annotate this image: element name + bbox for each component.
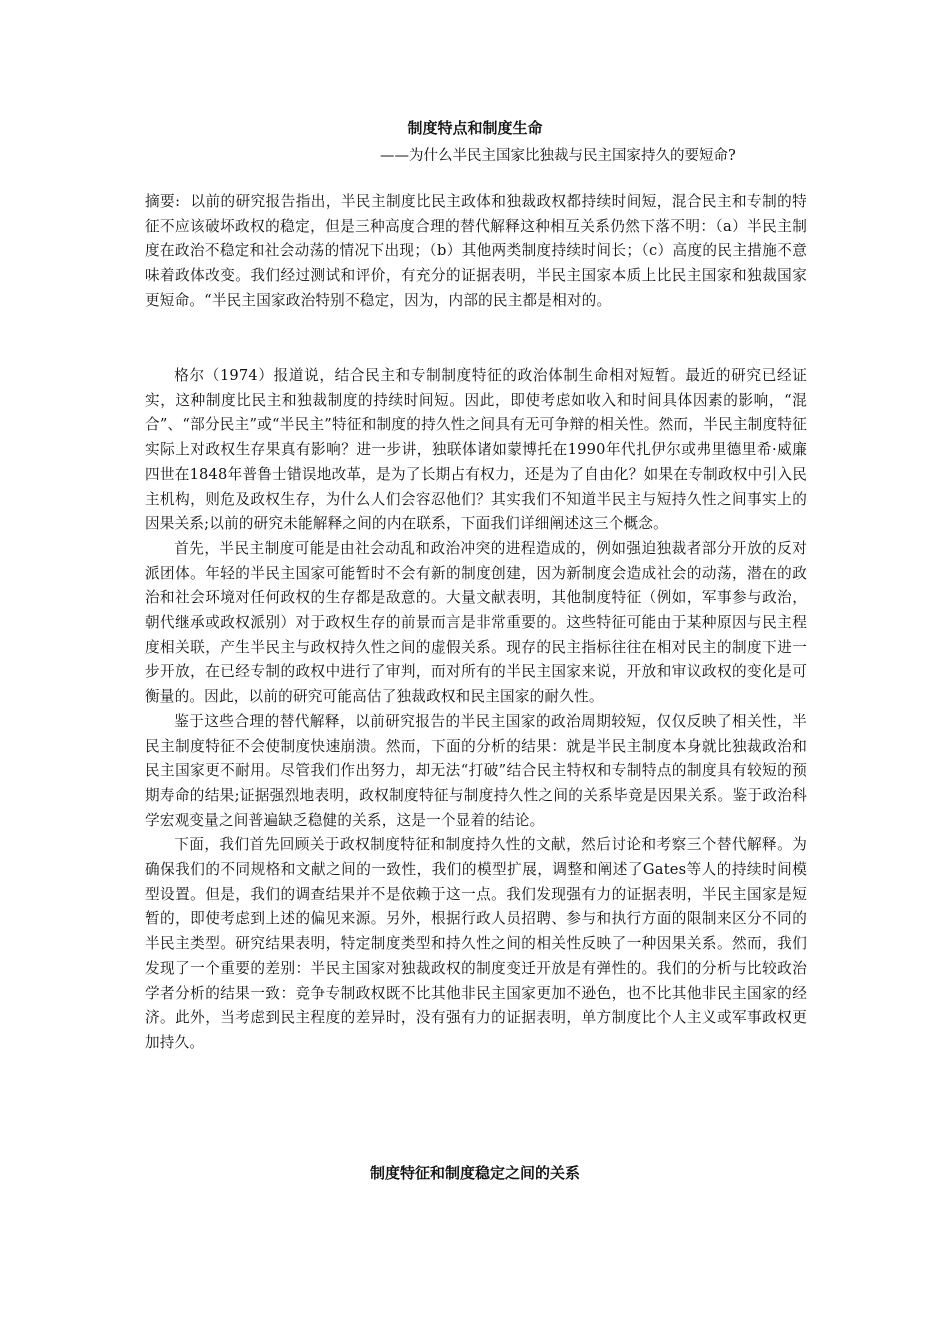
- abstract-label: 摘要:: [145, 193, 181, 210]
- document-title: 制度特点和制度生命: [407, 119, 543, 137]
- section-heading: 制度特征和制度稳定之间的关系: [369, 1164, 580, 1182]
- abstract-text: 以前的研究报告指出，半民主制度比民主政体和独裁政权都持续时间短，混合民主和专制的特征不应该破坏政权的稳定，但是三种高度合理的替代解释这种相互关系仍然下落不明：（a）半民主制度在政治不稳定和社会动荡的情况下出现；（b）其他两类制度持续时间长；（c）高度的民主措施不意味着政体改变。我们经过测试和评价，有充分的证据表明，半民主国家本质上比民主国家和独裁国家更短命。“半民主国家政治特别不稳定，因为，内部的民主都是相对的。: [145, 193, 807, 309]
- abstract-paragraph: [145, 190, 807, 314]
- body-paragraph-2: 首先，半民主制度可能是由社会动乱和政治冲突的进程造成的，例如强迫独裁者部分开放的反对派团体。年轻的半民主国家可能暂时不会有新的制度创建，因为新制度会造成社会的动荡，潜在的政治和社会环境对任何政权的生存都是敌意的。大量文献表明，其他制度特征（例如，军事参与政治，朝代继承或政权派别）对于政权生存的前景而言是非常重要的。这些特征可能由于某种原因与民主程度相关联，产生半民主与政权持久性之间的虚假关系。现存的民主指标往往在相对民主的制度下进一步开放，在已经专制的政权中进行了审判，而对所有的半民主国家来说，开放和审议政权的变化是可衡量的。因此，以前的研究可能高估了独裁政权和民主国家的耐久性。: [145, 539, 807, 706]
- document-subtitle: ——为什么半民主国家比独裁与民主国家持久的要短命?: [380, 148, 736, 164]
- body-paragraph-3: 鉴于这些合理的替代解释，以前研究报告的半民主国家的政治周期较短，仅仅反映了相关性，半民主制度特征不会使制度快速崩溃。然而，下面的分析的结果：就是半民主制度本身就比独裁政治和民主国家更不耐用。尽管我们作出努力，却无法“打破”结合民主特权和专制特点的制度具有较短的预期寿命的结果;证据强烈地表明，政权制度特征与制度持久性之间的关系毕竟是因果关系。鉴于政治科学宏观变量之间普遍缺乏稳健的关系，这是一个显着的结论。: [145, 712, 807, 829]
- body-text: [145, 364, 807, 1056]
- body-paragraph-1: 格尔（1974）报道说，结合民主和专制制度特征的政治体制生命相对短暂。最近的研究已经证实，这种制度比民主和独裁制度的持续时间短。因此，即使考虑如收入和时间具体因素的影响，“混合”、“部分民主”或“半民主”特征和制度的持久性之间具有无可争辩的相关性。然而，半民主制度特征实际上对政权生存果真有影响？进一步讲，独联体诸如蒙博托在1990年代扎伊尔或弗里德里希·威廉四世在1848年普鲁士错误地改革，是为了长期占有权力，还是为了自由化？如果在专制政权中引入民主机构，则危及政权生存，为什么人们会容忍他们？其实我们不知道半民主与短持久性之间事实上的因果关系;以前的研究未能解释之间的内在联系，下面我们详细阐述这三个概念。: [145, 367, 807, 533]
- abstract: [145, 190, 807, 314]
- body-paragraph-4: 下面，我们首先回顾关于政权制度特征和制度持久性的文献，然后讨论和考察三个替代解释。为确保我们的不同规格和文献之间的一致性，我们的模型扩展，调整和阐述了Gates等人的持续时间模型设置。但是，我们的调查结果并不是依赖于这一点。我们发现强有力的证据表明，半民主国家是短暂的，即使考虑到上述的偏见来源。另外，根据行政人员招聘、参与和执行方面的限制来区分不同的半民主类型。研究结果表明，特定制度类型和持久性之间的相关性反映了一种因果关系。然而，我们发现了一个重要的差别：半民主国家对独裁政权的制度变迁开放是有弹性的。我们的分析与比较政治学者分析的结果一致：竞争专制政权既不比其他非民主国家更加不逊色，也不比其他非民主国家的经济。此外，当考虑到民主程度的差异时，没有强有力的证据表明，单方制度比个人主义或军事政权更加持久。: [145, 836, 807, 1051]
